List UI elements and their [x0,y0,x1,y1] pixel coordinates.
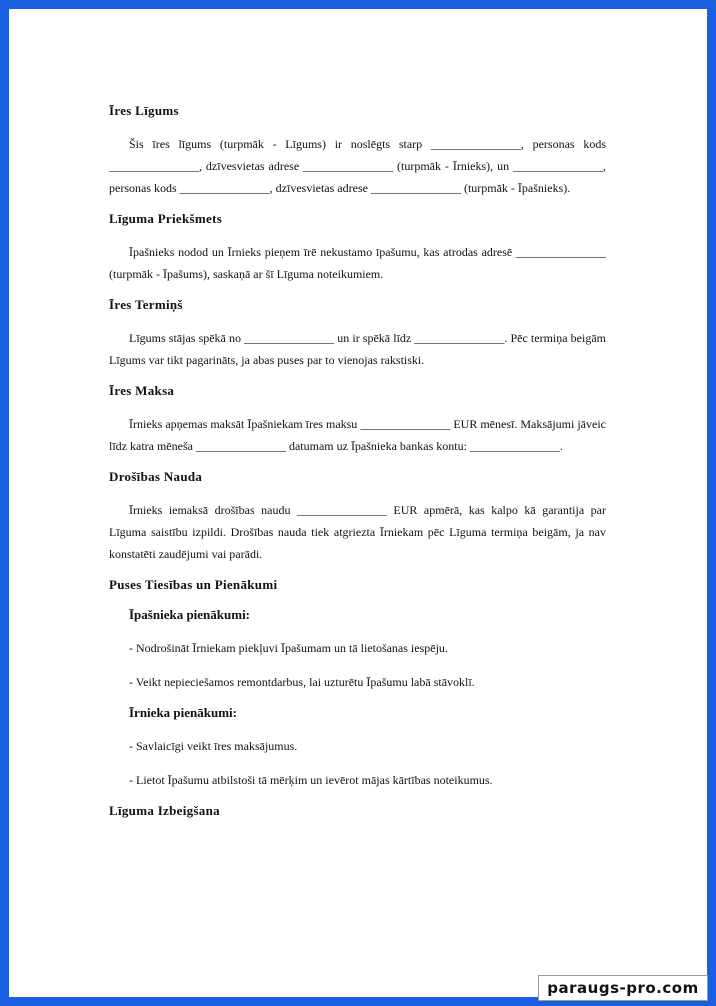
section-heading-subject: Līguma Priekšmets [109,211,223,226]
site-watermark: paraugs-pro.com [538,975,708,1001]
section-text-term: Līgums stājas spēkā no _______________ un ir spēkā līdz _______________. Pēc termiņa beigām Līgums var tikt pagarināts, ja abas puses par to vienojas rakstiski. [109,331,606,367]
document-content [109,103,606,833]
owner-duty-item: - Veikt nepieciešamos remontdarbus, lai uzturētu Īpašumu labā stāvoklī. [129,675,475,689]
section-heading-rent: Īres Maksa [109,383,175,398]
document-title: Īres Līgums [109,103,179,118]
section-heading-deposit: Drošības Nauda [109,469,203,484]
tenant-duty-item: - Savlaicīgi veikt īres maksājumus. [129,739,298,753]
tenant-duties-heading: Īrnieka pienākumi: [129,705,237,720]
section-heading-rights: Puses Tiesības un Pienākumi [109,577,278,592]
owner-duties-heading: Īpašnieka pienākumi: [129,607,251,622]
section-text-subject: Īpašnieks nodod un Īrnieks pieņem īrē nekustamo īpašumu, kas atrodas adresē _______________ (turpmāk - Īpašums), saskaņā ar šī Līguma noteikumiem. [109,245,606,281]
section-text-deposit: Īrnieks iemaksā drošības naudu _______________ EUR apmērā, kas kalpo kā garantija par Līguma saistību izpildi. Drošības nauda tiek atgriezta Īrniekam pēc Līguma termiņa beigām, ja nav konstatēti zaudējumi vai parādi. [109,503,606,561]
owner-duty-item: - Nodrošināt Īrniekam piekļuvi Īpašumam un tā lietošanas iespēju. [129,641,448,655]
document-page [9,9,707,997]
tenant-duty-item: - Lietot Īpašumu atbilstoši tā mērķim un ievērot mājas kārtības noteikumus. [129,773,493,787]
section-heading-term: Īres Termiņš [109,297,183,312]
section-text-rent: Īrnieks apņemas maksāt Īpašniekam īres maksu _______________ EUR mēnesī. Maksājumi jāveic līdz katra mēneša _______________ datumam uz Īpašnieka bankas kontu: _______________. [109,417,606,453]
section-heading-termination: Līguma Izbeigšana [109,803,220,818]
intro-paragraph: Šis īres līgums (turpmāk - Līgums) ir noslēgts starp _______________, personas kods _______________, dzīvesvietas adrese _______________ (turpmāk - Īrnieks), un _______________, personas kods _______________, dzīvesvietas adrese _______________ (turpmāk - Īpašnieks). [109,137,606,195]
